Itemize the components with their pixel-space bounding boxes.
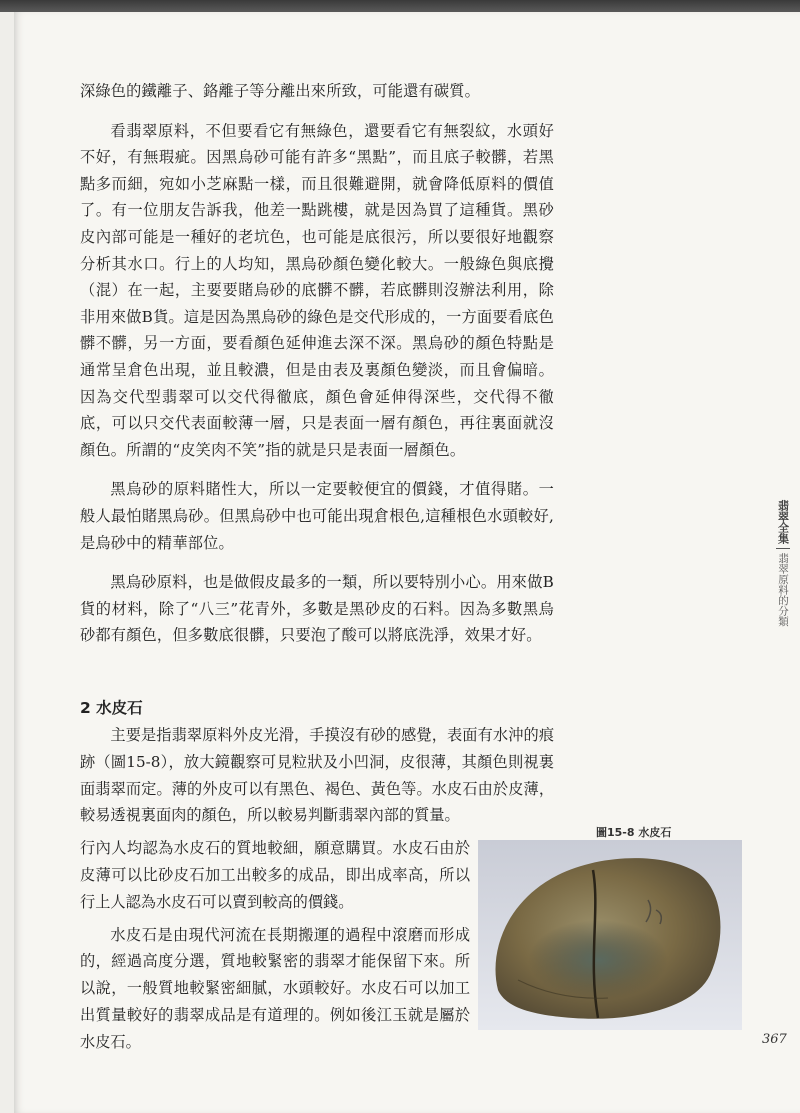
jade-stone-image [478,840,742,1030]
figure-caption: 圖15-8 水皮石 [596,826,672,839]
paragraph: 黑烏砂的原料賭性大，所以一定要較便宜的價錢，才值得賭。一般人最怕賭黑烏砂。但黑烏砂中也可能出現倉根色,這種根色水頭較好,是烏砂中的精華部位。 [80,480,554,552]
paragraph: 黑烏砂原料，也是做假皮最多的一類，所以要特別小心。用來做B貨的材料，除了“八三”花青外，多數是黑砂皮的石料。因為多數黑烏砂都有顏色，但多數底很髒，只要泡了酸可以將底洗淨，效果才好。 [80,573,554,645]
section-heading: 2 水皮石 [80,699,143,717]
chapter-side-tab [772,500,794,627]
scan-top-edge [0,0,800,12]
paragraph: 行內人均認為水皮石的質地較細，願意購買。水皮石由於皮薄可以比砂皮石加工出較多的成品，即出成率高，所以行上人認為水皮石可以賣到較高的價錢。 [80,839,470,911]
paragraph: 看翡翠原料，不但要看它有無綠色，還要看它有無裂紋，水頭好不好，有無瑕疵。因黑烏砂可能有許多“黑點”，而且底子較髒，若黑點多而細，宛如小芝麻點一樣，而且很難避開，就會降低原料的價值了。有一位朋友告訴我，他差一點跳樓，就是因為買了這種貨。黑砂皮內部可能是一種好的老坑色，也可能是底很污，所以要很好地觀察分析其水口。行上的人均知，黑烏砂顏色變化較大。一般綠色與底攪（混）在一起，主要要賭烏砂的底髒不髒，若底髒則沒辦法利用，除非用來做B貨。這是因為黑烏砂的綠色是交代形成的，一方面要看底色髒不髒，另一方面，要看顏色延伸進去深不深。黑烏砂的顏色特點是通常呈倉色出現，並且較濃，但是由表及裏顏色變淡，而且會偏暗。因為交代型翡翠可以交代得徹底，顏色會延伸得深些，交代得不徹底，可以只交代表面較薄一層，只是表面一層有顏色，再往裏面就沒顏色。所謂的“皮笑肉不笑”指的就是只是表面一層顏色。 [80,121,554,459]
page-number: 367 [762,1032,787,1047]
paragraph: 水皮石是由現代河流在長期搬運的過程中滾磨而形成的，經過高度分選，質地較緊密的翡翠才能保留下來。所以說，一般質地較緊密細膩，水頭較好。水皮石可以加工出質量較好的翡翠成品是有道理的。例如後江玉就是屬於水皮石。 [80,925,470,1051]
paragraph: 主要是指翡翠原料外皮光滑，手摸沒有砂的感覺，表面有水沖的痕跡（圖15-8），放大鏡觀察可見粒狀及小凹洞，皮很薄，其顏色則視裏面翡翠而定。薄的外皮可以有黑色、褐色、黃色等。水皮石由於皮薄，較易透視裏面肉的顏色，所以較易判斷翡翠內部的質量。 [80,726,554,825]
body-text-top [80,78,554,662]
jade-stone-photo [478,840,742,1030]
chapter-title: 翡翠原料的分類 [777,553,789,627]
book-title: 翡翠全集 [776,500,790,544]
paragraph: 深綠色的鐵離子、鉻離子等分離出來所致，可能還有碳質。 [80,82,481,100]
side-divider [776,548,790,549]
